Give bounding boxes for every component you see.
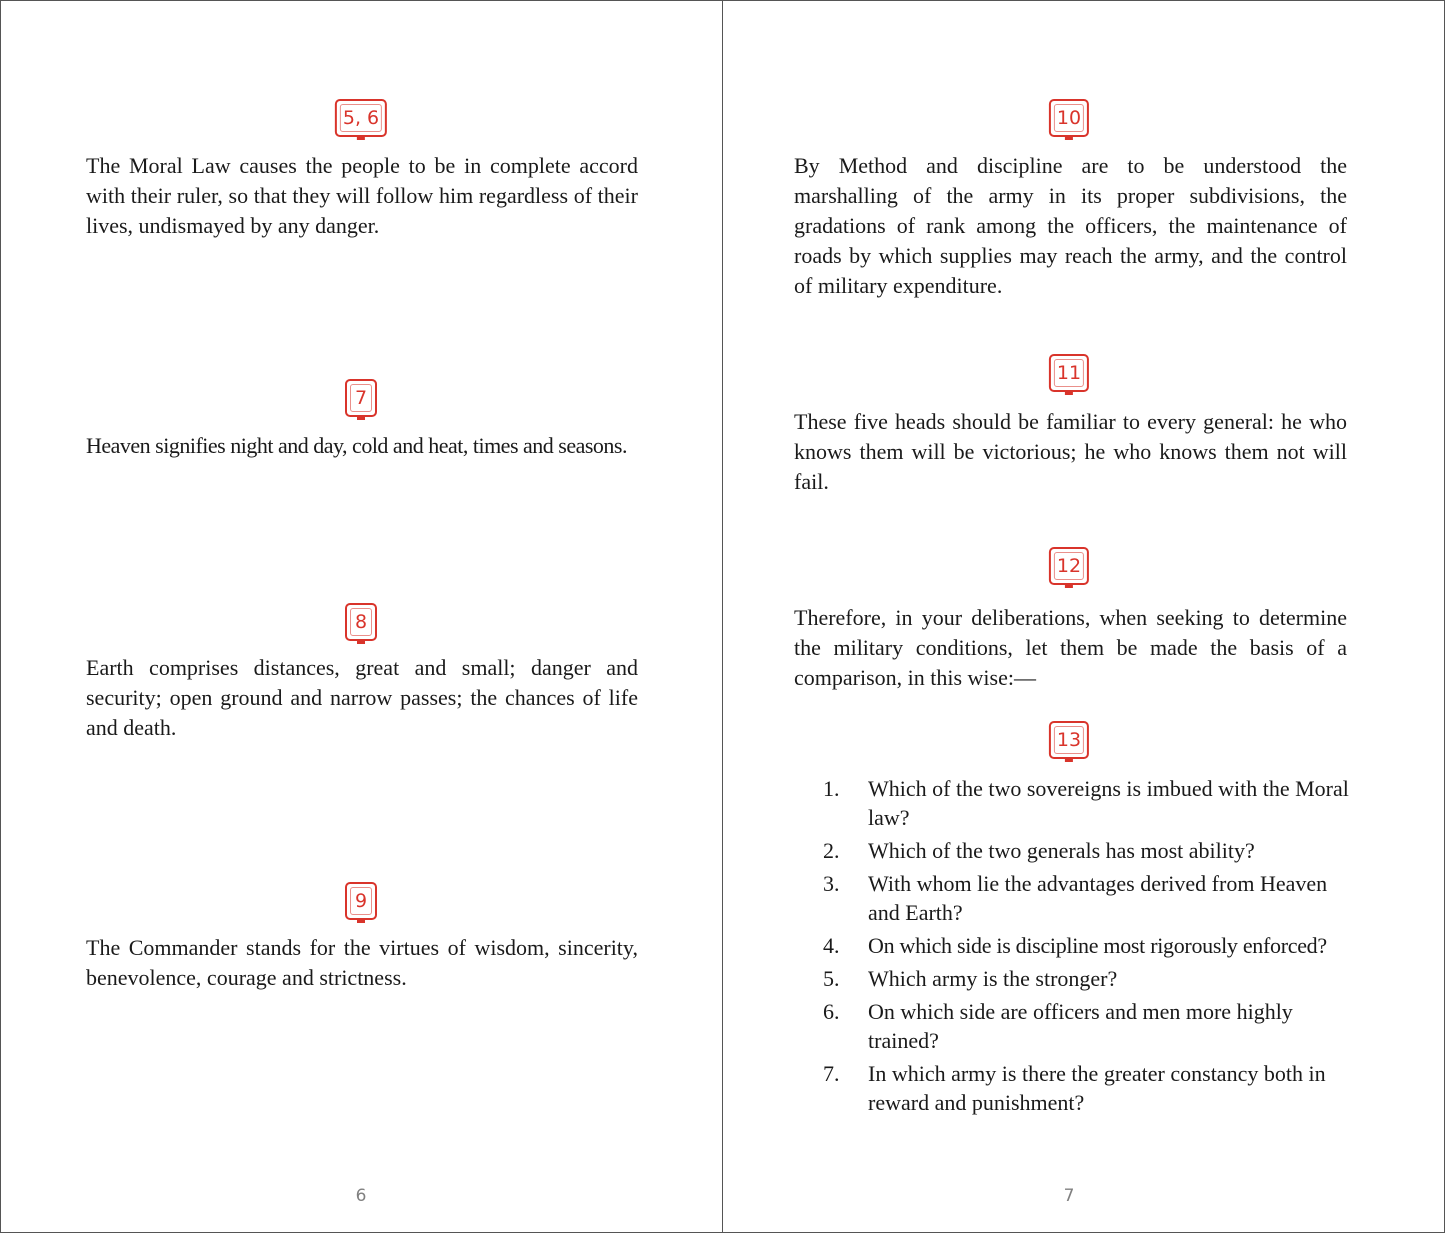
- paragraph-deliberations: Therefore, in your deliberations, when seeking to determine the military conditions, let them be made the basis of a comparison, in this wise:—: [794, 605, 1347, 690]
- comparison-questions-list: [823, 774, 1363, 1121]
- list-item: 5. Which army is the stronger?: [823, 966, 1118, 991]
- section-marker-12: 12: [1049, 547, 1089, 585]
- paragraph-heaven: Heaven signifies night and day, cold and heat, times and seasons.: [86, 433, 627, 458]
- list-item: 4. On which side is discipline most rigorously enforced?: [823, 933, 1327, 958]
- section-marker-13: 13: [1049, 721, 1089, 759]
- section-marker-10: 10: [1049, 99, 1089, 137]
- list-item: 1. Which of the two sovereigns is imbued with the Moral law?: [823, 776, 1349, 830]
- paragraph-method-discipline: By Method and discipline are to be understood the marshalling of the army in its proper subdivisions, the gradations of rank among the officers, the maintenance of roads by which supplies may reach the army, and the control of military expenditure.: [794, 153, 1347, 298]
- paragraph-five-heads: These five heads should be familiar to every general: he who knows them will be victorious; he who knows them not will fail.: [794, 409, 1347, 494]
- list-item: 6. On which side are officers and men more highly trained?: [823, 999, 1293, 1053]
- section-marker-8: 8: [345, 603, 377, 641]
- paragraph-moral-law: The Moral Law causes the people to be in complete accord with their ruler, so that they will follow him regardless of their lives, undismayed by any danger.: [86, 153, 638, 238]
- paragraph-earth: Earth comprises distances, great and small; danger and security; open ground and narrow passes; the chances of life and death.: [86, 655, 638, 740]
- section-marker-5-6: 5, 6: [335, 99, 387, 137]
- list-item: 3. With whom lie the advantages derived from Heaven and Earth?: [823, 871, 1328, 925]
- section-marker-11: 11: [1049, 354, 1089, 392]
- list-item: 7. In which army is there the greater constancy both in reward and punishment?: [823, 1061, 1326, 1115]
- list-item: 2. Which of the two generals has most ability?: [823, 838, 1255, 863]
- right-page: [723, 0, 1445, 1233]
- paragraph-commander: The Commander stands for the virtues of wisdom, sincerity, benevolence, courage and strictness.: [86, 935, 638, 990]
- page-number-left: 6: [355, 1186, 367, 1206]
- section-marker-9: 9: [345, 882, 377, 920]
- left-page: [0, 0, 722, 1233]
- section-marker-7: 7: [345, 379, 377, 417]
- page-number-right: 7: [1063, 1186, 1075, 1206]
